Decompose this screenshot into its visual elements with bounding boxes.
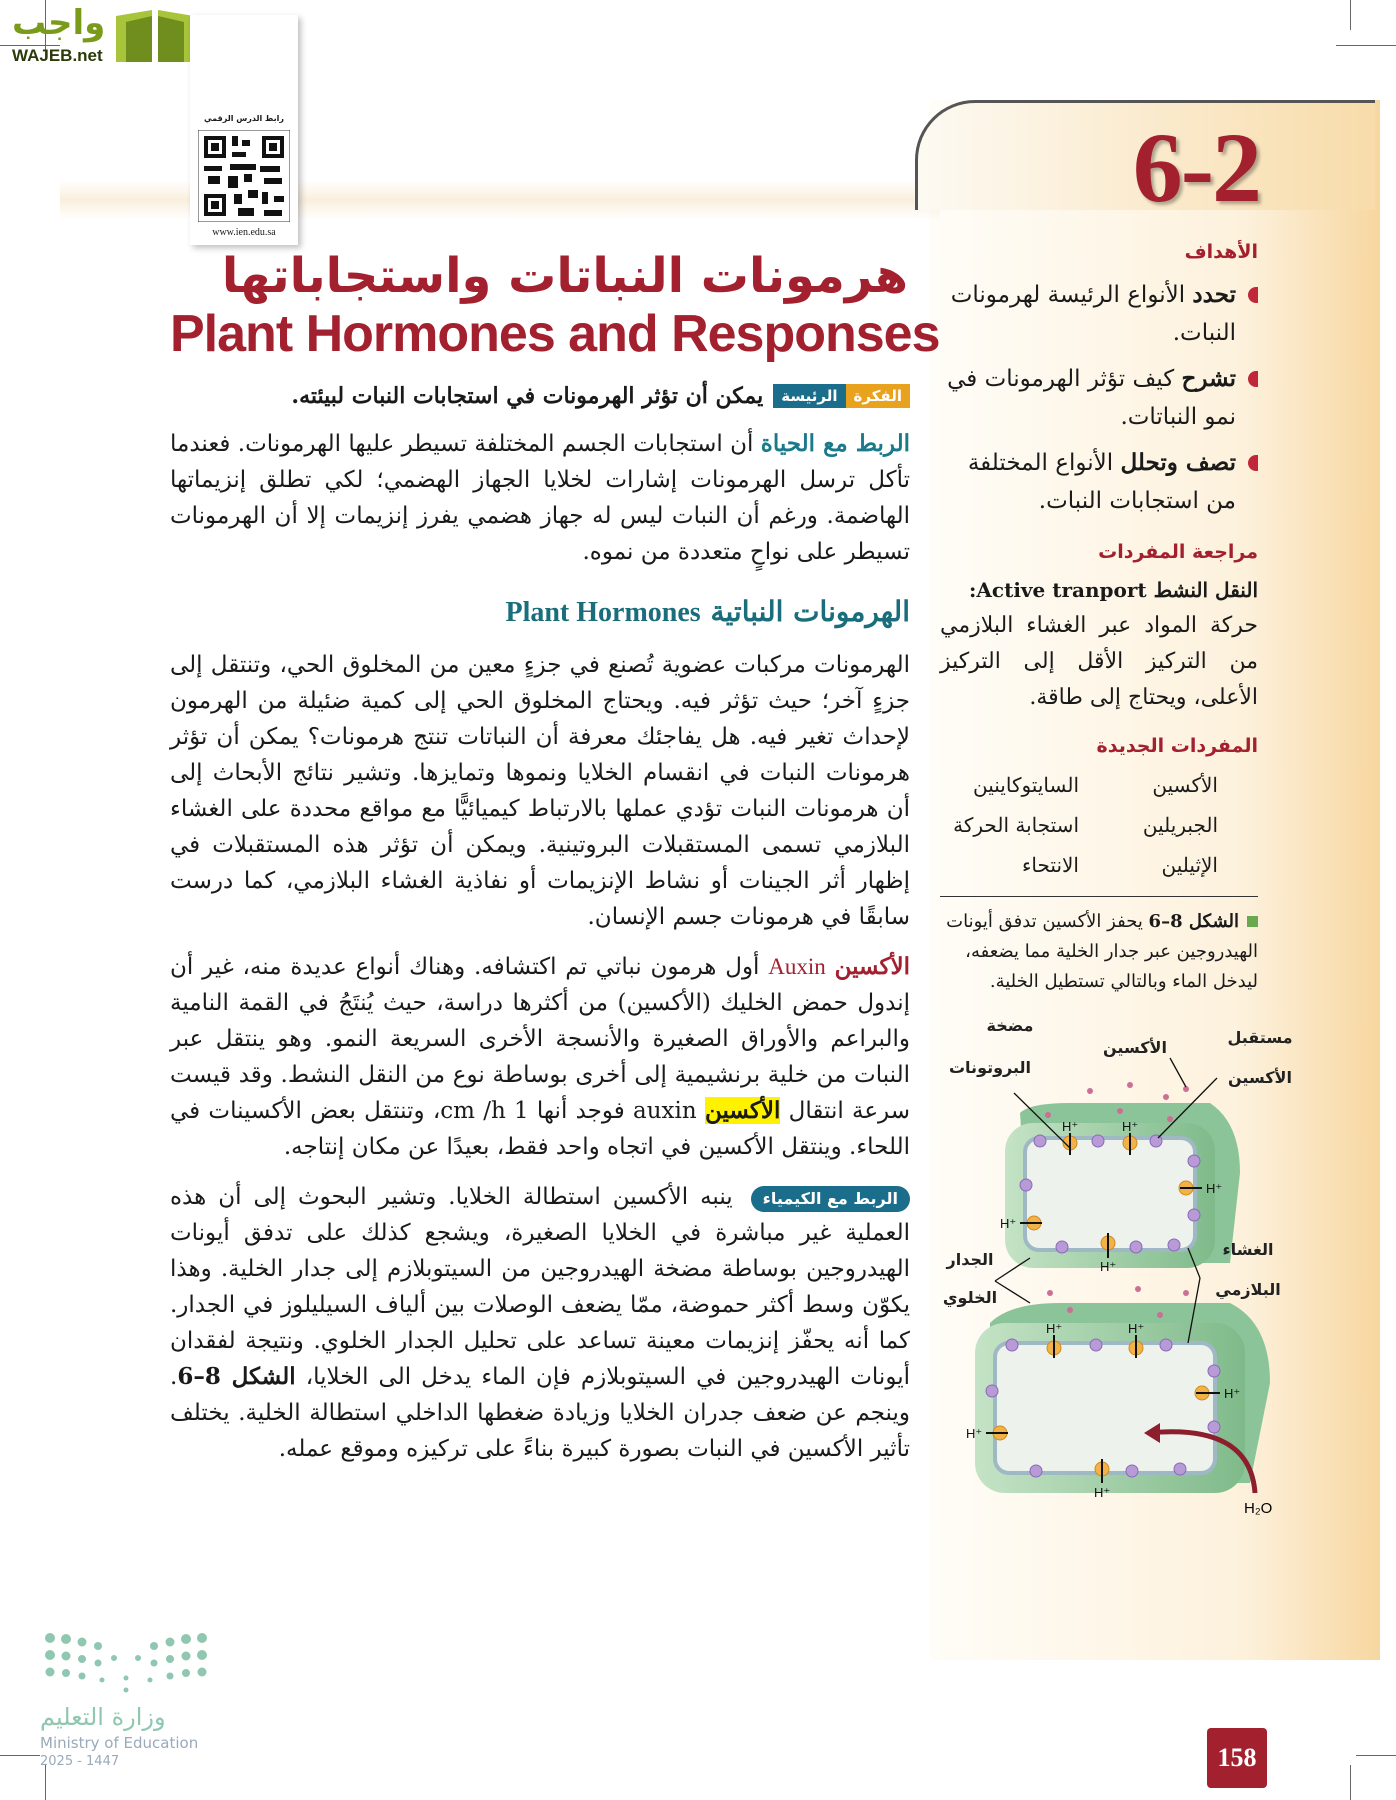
objective-item [940, 360, 1258, 436]
lesson-title-en: Plant Hormones and Responses [170, 305, 940, 363]
objectives-heading: الأهداف [1184, 241, 1258, 263]
chemistry-text-2: . وينجم عن ضعف جدران الخلايا وزيادة ضغطها الداخلي استطالة الخلية. يختلف تأثير الأكسين في النبات بصورة كبيرة بناءً على تركيزه وموقع عمله. [170, 1364, 910, 1462]
bullet-icon [1248, 455, 1258, 471]
section-heading-ar: الهرمونات النباتية [710, 595, 910, 628]
review-definition: حركة المواد عبر الغشاء البلازمي من التركيز الأقل إلى التركيز الأعلى، ويحتاج إلى طاقة. [940, 613, 1258, 710]
sidebar-column [940, 238, 1293, 1523]
objective-verb: تصف وتحلل [1120, 449, 1236, 476]
real-world-text: أن استجابات الجسم المختلفة تسيطر عليها الهرمونات. فعندما تأكل ترسل الهرمونات إشارات لخلايا الجهاز الهضمي؛ لكي تطلق إنزيماتها الهاضمة. ورغم أن النبات ليس له جهاز هضمي يفرز إنزيمات إلا أن الهرمونات تسيطر على نواحٍ متعددة من نموه. [170, 431, 910, 565]
caption-text: يحفز الأكسين تدفق أيونات الهيدروجين عبر جدار الخلية مما يضعفه، ليدخل الماء وبالتالي تستطيل الخلية. [946, 911, 1258, 992]
qr-code-icon[interactable] [198, 130, 290, 222]
section-heading-en: Plant Hormones [505, 597, 701, 628]
wajeb-logo [8, 4, 194, 68]
objectives-list [940, 276, 1258, 520]
qr-url[interactable]: www.ien.edu.sa [212, 227, 276, 238]
main-idea-badge [773, 384, 910, 408]
label-cellular: الخلوي [942, 1288, 998, 1307]
chemistry-paragraph [170, 1179, 910, 1467]
svg-text:H⁺: H⁺ [1094, 1485, 1111, 1500]
objective-text: الأنواع المختلفة من استجابات النبات. [967, 450, 1236, 514]
bullet-icon [1248, 371, 1258, 387]
label-plasma: البلازمي [1215, 1280, 1281, 1299]
page-number: 158 [1207, 1728, 1267, 1788]
svg-text:H⁺: H⁺ [1224, 1386, 1241, 1401]
crop-mark [0, 1755, 40, 1756]
svg-text:H⁺: H⁺ [966, 1426, 983, 1441]
chemistry-connection-badge[interactable]: الربط مع الكيمياء [751, 1186, 910, 1212]
vocab-term[interactable]: الجبريلين [1142, 813, 1218, 837]
new-vocab-heading: المفردات الجديدة [1096, 735, 1258, 757]
new-vocab-terms [940, 770, 1258, 880]
auxin-term-en: Auxin [768, 954, 826, 979]
label-membrane: الغشاء [1222, 1240, 1274, 1259]
caption-label: الشكل 8–6 [1148, 911, 1239, 932]
qr-card[interactable] [190, 15, 298, 245]
objective-text: الأنواع الرئيسة لهرمونات النبات. [950, 282, 1236, 346]
lesson-title-ar: هرمونات النباتات واستجاباتها [221, 248, 908, 304]
figure-caption [940, 907, 1258, 997]
main-column [170, 380, 910, 1467]
label-receptor-auxin: الأكسين [1228, 1068, 1292, 1087]
svg-text:H⁺: H⁺ [1128, 1321, 1145, 1336]
vocab-term[interactable]: الانتحاء [1022, 853, 1079, 877]
objective-text: كيف تؤثر الهرمونات في نمو النباتات. [947, 366, 1236, 430]
objective-item [940, 276, 1258, 352]
label-protons: البروتونات [948, 1058, 1032, 1077]
svg-text:H⁺: H⁺ [1000, 1216, 1017, 1231]
book-icon [112, 6, 198, 66]
section-heading [170, 592, 910, 633]
caption-square-icon [1247, 916, 1258, 927]
main-idea-text: يمكن أن تؤثر الهرمونات في استجابات النبات لبيئته. [291, 383, 764, 409]
hormones-paragraph: الهرمونات مركبات عضوية تُصنع في جزءٍ معين من المخلوق الحي، وتنتقل إلى جزءٍ آخر؛ حيث تؤثر فيه. ويحتاج المخلوق الحي إلى كمية ضئيلة من الهرمون لإحداث تغير فيه. هل يفاجئك معرفة أن النباتات تنتج هرمونات؟ يمكن أن تؤثر هرمونات النبات في انقسام الخلايا ونموها وتمايزها. وتشير نتائج الأبحاث إلى أن هرمونات النبات تؤدي عملها بالارتباط كيميائيًّا مع مواقع محددة على الغشاء البلازمي تسمى المستقبلات البروتينية. ويمكن أن تؤثر هذه المستقبلات في إظهار أثر الجينات أو نشاط الإنزيمات أو نفاذية الغشاء البلازمي، كما درست سابقًا في هرمونات جسم الإنسان. [170, 652, 910, 930]
qr-label: رابط الدرس الرقمي [204, 114, 284, 123]
label-wall: الجدار [946, 1250, 994, 1269]
svg-text:H⁺: H⁺ [1206, 1181, 1223, 1196]
svg-text:H⁺: H⁺ [1100, 1259, 1117, 1274]
ministry-logo [40, 1628, 220, 1798]
divider [940, 896, 1258, 897]
crop-mark [1350, 1765, 1351, 1800]
chemistry-text-1: ينبه الأكسين استطالة الخلايا. وتشير البحوث إلى أن هذه العملية غير مباشرة في الخلايا الصغيرة، ويشجع كذلك على تدفق أيونات الهيدروجين بوساطة مضخة الهيدروجين من السيتوبلازم إلى جدار الخلية. وهذا يكوّن وسط أكثر حموضة، ممّا يضعف الوصلات بين ألياف السيليلوز في الجدار. كما أنه يحفّز إنزيمات معينة تساعد على تحليل الجدار الخلوي. ونتيجة لفقدان أيونات الهيدروجين في السيتوبلازم فإن الماء يدخل الى الخلايا، [170, 1184, 910, 1390]
auxin-text-2: auxin فوجد أنها 1 cm /h، وتنتقل بعض الأكسينات في اللحاء. وينتقل الأكسين في اتجاه واحد فقط، بعيدًا عن مكان إنتاجه. [170, 1098, 910, 1160]
auxin-text-1: أول هرمون نباتي تم اكتشافه. وهناك أنواع عديدة منه، غير أن إندول حمض الخليك (الأكسين) من أكثرها دراسة، حيث يُنتَجُ في القمة النامية والبراعم والأوراق الصغيرة والأنسجة الأخرى السريعة النمو. وهو ينتقل عبر النبات من خلية برنشيمية إلى أخرى بوساطة نوع من النقل النشط. وقد قيست سرعة انتقال [170, 954, 911, 1124]
vocab-review-heading: مراجعة المفردات [1098, 541, 1258, 563]
objective-verb: تشرح [1181, 365, 1236, 392]
water-label: H₂O [1244, 1500, 1273, 1517]
auxin-term: الأكسين [834, 953, 910, 980]
vocab-term[interactable]: الإثيلين [1161, 853, 1218, 877]
ministry-dots-icon [40, 1628, 215, 1693]
edition-year: 2025 - 1447 [40, 1754, 120, 1769]
crop-mark [1336, 45, 1396, 46]
bullet-icon [1248, 287, 1258, 303]
badge-part-2: الرئيسة [773, 384, 845, 408]
real-world-label: الربط مع الحياة [760, 430, 911, 457]
real-world-paragraph [170, 426, 910, 570]
objective-item [940, 444, 1258, 520]
lesson-number: 6-2 [1132, 112, 1260, 223]
label-auxin: الأكسين [1103, 1038, 1167, 1057]
crop-mark [1350, 0, 1351, 30]
crop-mark [1356, 1755, 1396, 1756]
cell-elongation-figure [930, 1003, 1310, 1523]
label-receptor: مستقبل [1227, 1028, 1293, 1047]
review-term: النقل النشط Active tranport: [969, 578, 1258, 602]
main-idea [170, 380, 910, 412]
ministry-name-en: Ministry of Education [40, 1734, 199, 1752]
vocab-term[interactable]: استجابة الحركة [953, 813, 1079, 837]
auxin-paragraph [170, 949, 910, 1165]
vocab-term[interactable]: السايتوكاينين [973, 773, 1079, 797]
objective-verb: تحدد [1192, 281, 1236, 308]
figure-reference[interactable]: الشكل 8–6 [177, 1363, 296, 1390]
logo-text-en: WAJEB.net [12, 46, 103, 65]
vocab-term[interactable]: الأكسين [1152, 773, 1218, 797]
label-pump: مضخة [986, 1016, 1034, 1035]
svg-text:H⁺: H⁺ [1046, 1321, 1063, 1336]
svg-text:H⁺: H⁺ [1122, 1119, 1139, 1134]
ministry-name-ar: وزارة التعليم [40, 1703, 166, 1731]
svg-text:H⁺: H⁺ [1062, 1119, 1079, 1134]
highlighted-auxin: الأكسين [704, 1097, 781, 1124]
badge-part-1: الفكرة [846, 384, 910, 408]
logo-text-ar: واجب [12, 3, 106, 43]
